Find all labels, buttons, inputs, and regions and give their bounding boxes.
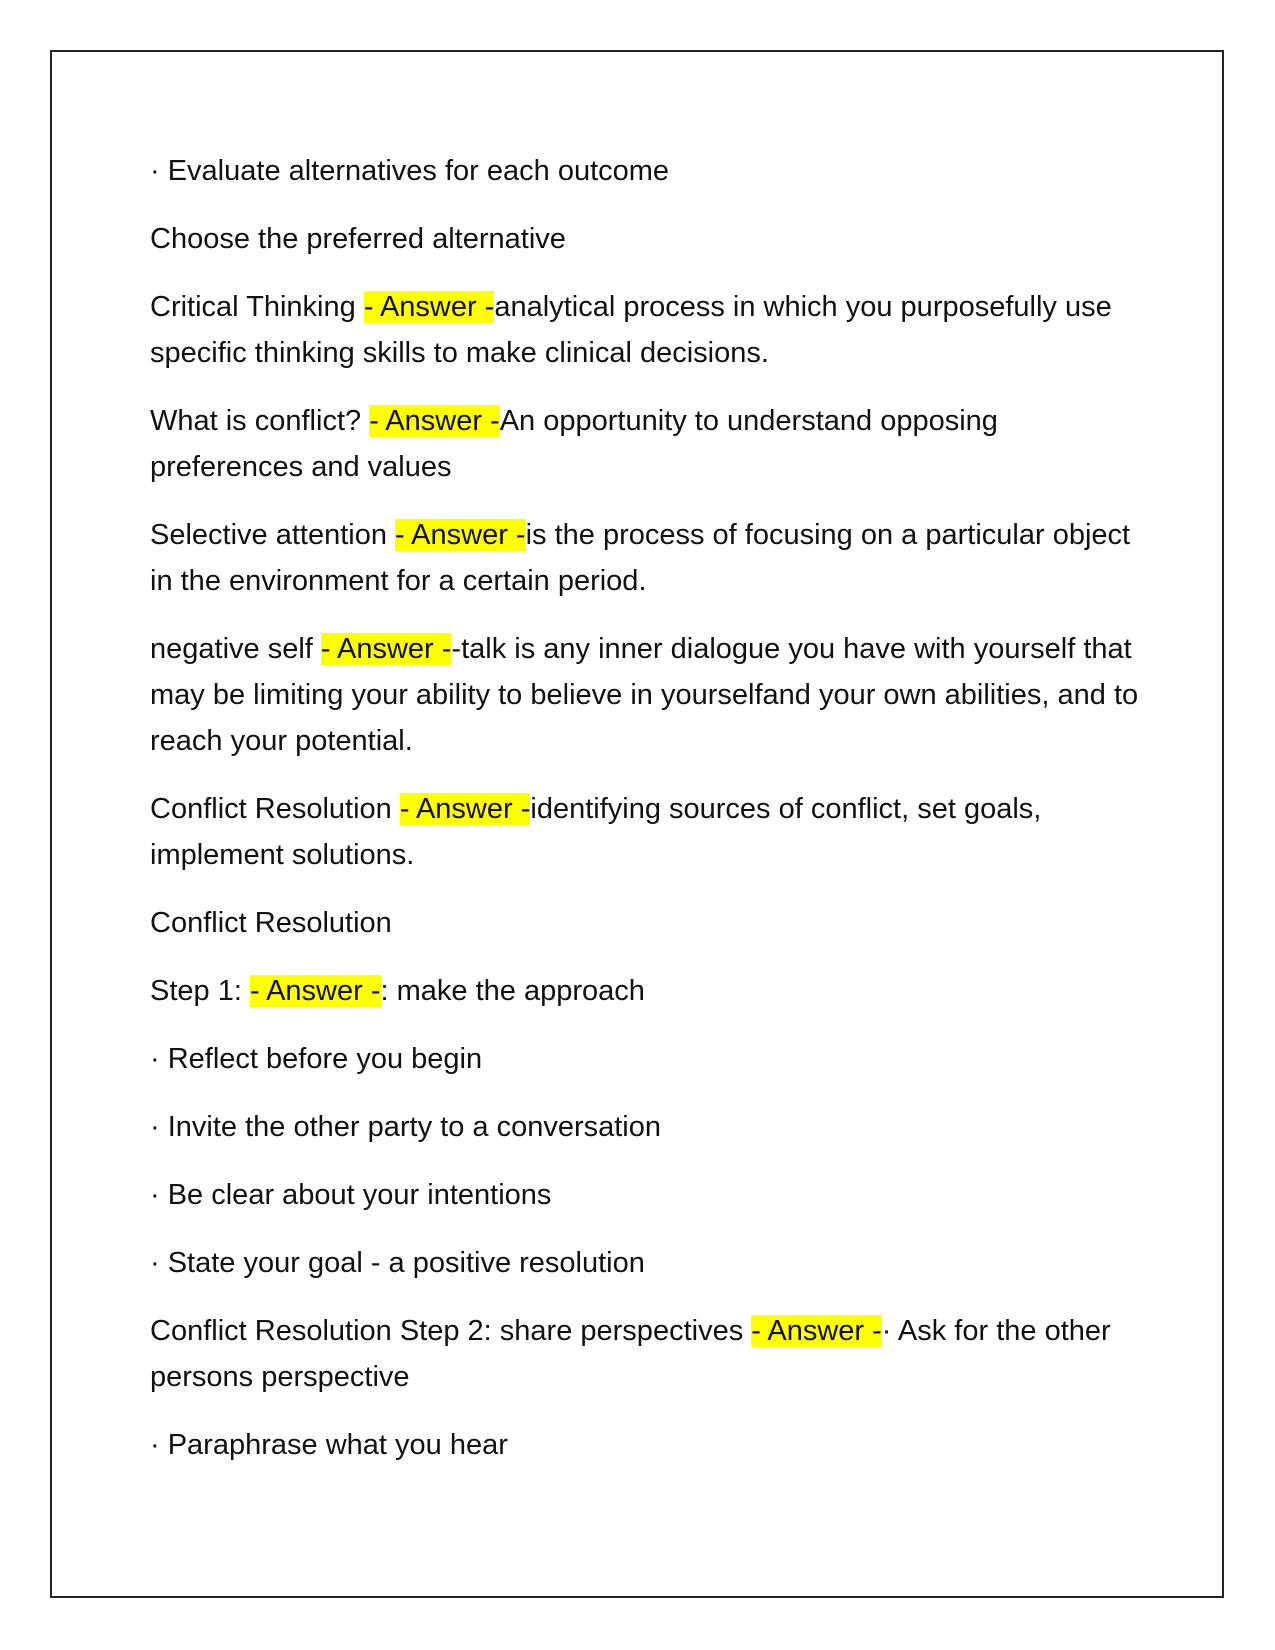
question-text: Conflict Resolution Step 2: share perspectives (150, 1315, 752, 1347)
qa-what-is-conflict (150, 398, 1140, 490)
qa-critical-thinking (150, 284, 1140, 376)
answer-highlight: - Answer - (751, 1315, 882, 1347)
qa-step-1 (150, 968, 1140, 1014)
line-conflict-resolution (150, 900, 1140, 946)
qa-conflict-resolution (150, 786, 1140, 878)
question-text: negative self (150, 633, 321, 665)
text: Choose the preferred alternative (150, 223, 566, 255)
qa-selective-attention (150, 512, 1140, 604)
text: Conflict Resolution (150, 907, 392, 939)
question-text: Critical Thinking (150, 291, 364, 323)
answer-text: · Ask for the other persons perspective (150, 1315, 1111, 1393)
answer-text: is the process of focusing on a particular object in the environment for a certain period. (150, 519, 1131, 597)
answer-highlight: - Answer - (395, 519, 526, 551)
line-choose-preferred (150, 216, 1140, 262)
answer-text: analytical process in which you purposefully use specific thinking skills to make clinical decisions. (150, 291, 1112, 369)
document-body (150, 148, 1140, 1490)
text: · Reflect before you begin (150, 1043, 483, 1075)
question-text: Conflict Resolution (150, 793, 400, 825)
text: · Evaluate alternatives for each outcome (150, 155, 670, 187)
question-text: Selective attention (150, 519, 396, 551)
bullet-reflect (150, 1036, 1140, 1082)
answer-text: An opportunity to understand opposing preferences and values (150, 405, 998, 483)
text: · Paraphrase what you hear (150, 1429, 508, 1461)
answer-highlight: - Answer - (399, 793, 531, 825)
bullet-state-goal (150, 1240, 1140, 1286)
qa-step-2 (150, 1308, 1140, 1400)
qa-negative-self-talk (150, 626, 1140, 764)
question-text: Step 1: (150, 975, 250, 1007)
question-text: What is conflict? (150, 405, 370, 437)
answer-text: : make the approach (380, 975, 645, 1007)
answer-highlight: - Answer - (320, 633, 452, 665)
answer-text: identifying sources of conflict, set goals, implement solutions. (150, 793, 1042, 871)
text: · Invite the other party to a conversation (150, 1111, 661, 1143)
text: · Be clear about your intentions (150, 1179, 552, 1211)
answer-highlight: - Answer - (369, 405, 500, 437)
answer-text: -talk is any inner dialogue you have with yourself that may be limiting your ability to believe in yourselfand your own abilities, and to reach your potential. (150, 633, 1139, 757)
bullet-evaluate-alternatives (150, 148, 1140, 194)
answer-highlight: - Answer - (249, 975, 381, 1007)
bullet-invite (150, 1104, 1140, 1150)
bullet-paraphrase (150, 1422, 1140, 1468)
bullet-be-clear (150, 1172, 1140, 1218)
text: · State your goal - a positive resolution (150, 1247, 645, 1279)
answer-highlight: - Answer - (363, 291, 495, 323)
